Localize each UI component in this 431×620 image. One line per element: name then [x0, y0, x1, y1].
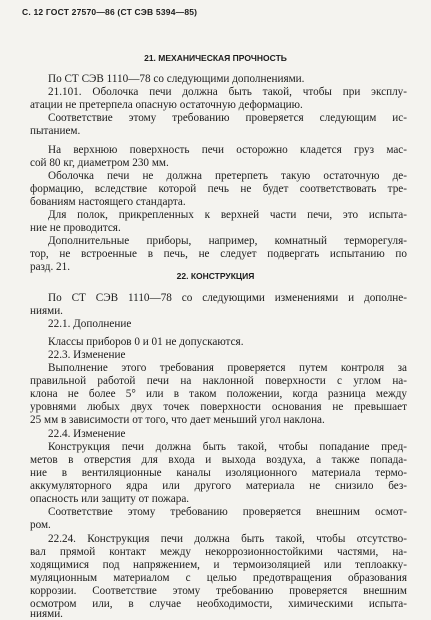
section-22-line: 22.24. Конструкция печи должна быть такой, чтобы отсутство- [48, 533, 407, 545]
section-22-line: аккумуляторного ядра или другого материала не снизило без- [30, 480, 407, 492]
section-21-line: По СТ СЭВ 1110—78 со следующими дополнениями. [48, 73, 305, 85]
section-22-line: ром. [30, 519, 51, 531]
section-22-line: вал прямой контакт между некоррозионностойкими частями, на- [30, 546, 407, 558]
section-21-line: Для полок, прикрепленных к верхней части печи, это испыта- [48, 209, 407, 221]
section-21-line: бованиям настоящего стандарта. [30, 196, 186, 208]
section-21-line: тор, не встроенные в печь, не следует подвергать испытанию по [30, 248, 407, 260]
section-22-line: ние в вентиляционные каналы изоляционного материала термо- [30, 467, 407, 479]
section-22-line: Выполнение этого требования проверяется путем контроля за [48, 362, 407, 374]
section-22-line: коррозии. Соответствие этому требованию проверяется внешним [30, 585, 407, 597]
section-22-line: Конструкция печи должна быть такой, чтобы попадание пред- [48, 441, 407, 453]
section-21-line: сой 80 кг, диаметром 230 мм. [30, 157, 169, 169]
section-21-heading: 21. МЕХАНИЧЕСКАЯ ПРОЧНОСТЬ [144, 53, 287, 63]
section-21-line: разд. 21. [30, 261, 71, 273]
page-header: С. 12 ГОСТ 27570—86 (СТ СЭВ 5394—85) [22, 7, 198, 17]
section-21-line: Оболочка печи не должна претерпеть такую остаточную де- [48, 170, 407, 182]
section-22-line: 22.3. Изменение [48, 349, 126, 361]
section-22-line: Классы приборов 0 и 01 не допускаются. [48, 336, 244, 348]
section-22-line: Соответствие этому требованию проверяется внешним осмот- [48, 506, 407, 518]
section-21-line: Дополнительные приборы, например, комнатный терморегуля- [48, 235, 407, 247]
section-22-line: По СТ СЭВ 1110—78 со следующими изменениями и дополне- [48, 292, 407, 304]
section-22-line: ниями. [30, 305, 63, 317]
section-22-line: муляционным материалом с целью предотвращения образования [30, 572, 407, 584]
section-21-line: ние не проводится. [30, 222, 121, 234]
section-22-heading: 22. КОНСТРУКЦИЯ [176, 271, 255, 281]
section-22-line: 25 мм в зависимости от того, что дает меньший угол наклона. [30, 414, 325, 426]
section-22-line: ниями. [30, 608, 63, 620]
section-21-line: атации не претерпела опасную остаточную деформацию. [30, 99, 303, 111]
section-21-line: Соответствие этому требованию проверяется следующим ис- [48, 112, 407, 124]
section-22-line: опасность или защиту от пожара. [30, 493, 190, 505]
section-22-line: 22.1. Дополнение [48, 318, 132, 330]
section-22-line: уровнями любых двух точек поверхности основания не превышает [30, 401, 407, 413]
section-21-line: пытанием. [30, 125, 81, 137]
section-21-line: На верхнюю поверхность печи осторожно кладется груз мас- [48, 144, 407, 156]
section-22-line: ходящимися под напряжением, и термоизоляцией или теплоакку- [30, 559, 407, 571]
section-21-line: формацию, вследствие которой печь не будет соответствовать тре- [30, 183, 407, 195]
section-22-line: метов в отверстия для входа и выхода воздуха, а также попада- [30, 454, 407, 466]
section-22-line: правильной работой печи на наклонной поверхности с углом на- [30, 375, 407, 387]
section-22-line: осмотром или, в случае необходимости, химическими испыта- [30, 598, 407, 610]
section-21-line: 21.101. Оболочка печи должна быть такой, чтобы при эксплу- [48, 86, 407, 98]
section-22-line: клона не более 5° или в таком положении, когда разница между [30, 388, 407, 400]
section-22-line: 22.4. Изменение [48, 428, 126, 440]
